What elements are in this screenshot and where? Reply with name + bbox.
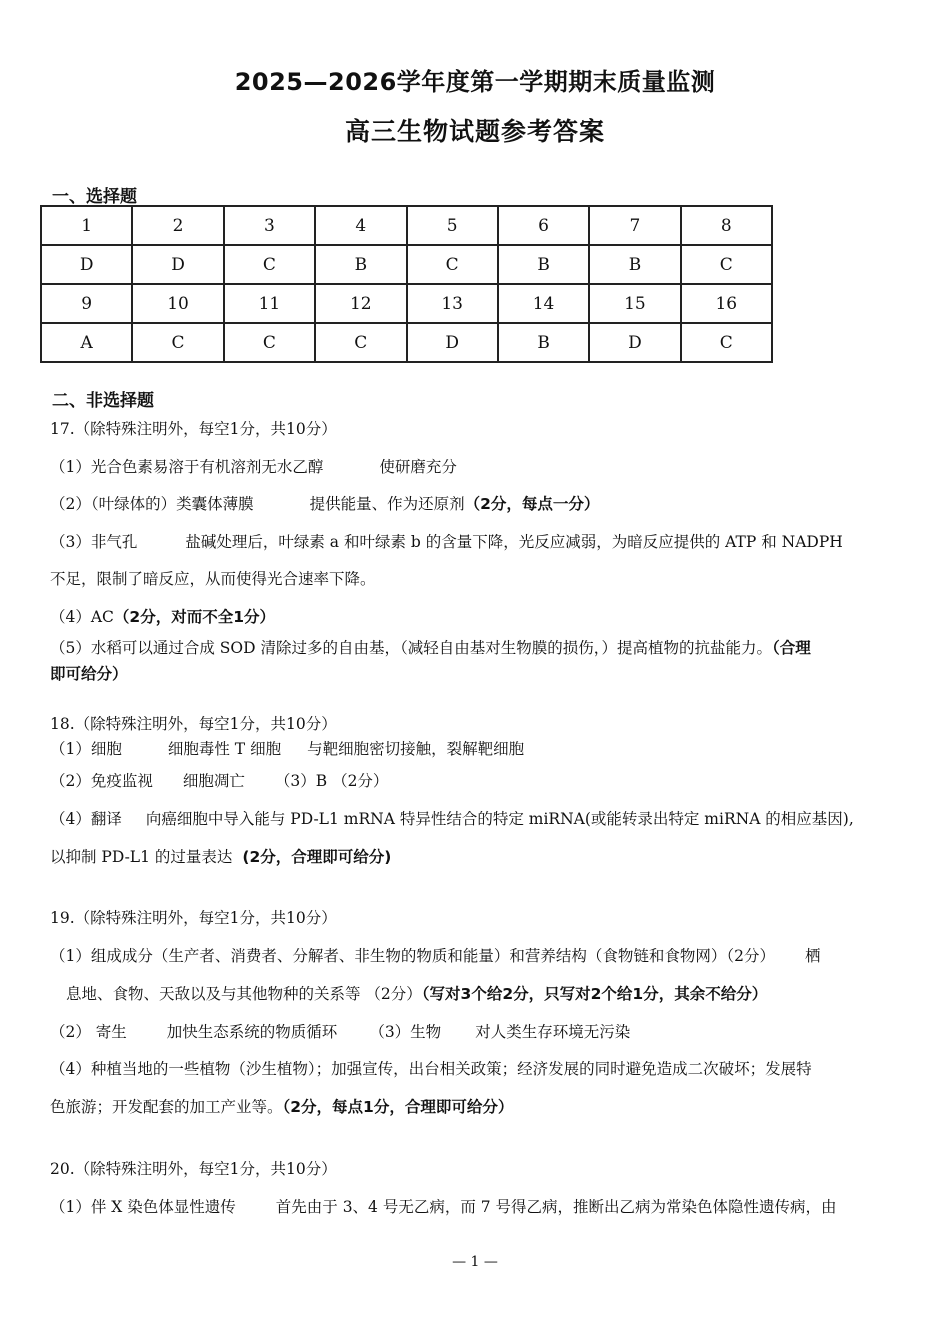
scoring-note: (2分，合理即可给分) — [242, 848, 392, 866]
answer-letter: D — [41, 245, 132, 284]
question-number: 16 — [681, 284, 772, 323]
scoring-note: （2分，每点1分，合理即可给分） — [282, 1098, 514, 1116]
scoring-note: （2分，对而不全1分） — [113, 608, 275, 626]
answer-text: 盐碱处理后，叶绿素 a 和叶绿素 b 的含量下降，光反应减弱，为暗反应提供的 ATP 和 NADPH — [185, 533, 843, 551]
q20-header: 20.（除特殊注明外，每空1分，共10分） — [50, 1160, 337, 1178]
q18-header: 18.（除特殊注明外，每空1分，共10分） — [50, 715, 337, 733]
answer-letter: C — [224, 245, 315, 284]
answer-text: （4）翻译 — [50, 810, 122, 828]
table-row — [41, 245, 772, 284]
answer-text: （3）B （2分） — [274, 772, 389, 790]
question-number: 7 — [589, 206, 680, 245]
page-number: — 1 — — [452, 1254, 498, 1270]
scoring-note: （2分，每点一分） — [464, 495, 600, 513]
answer-text: 对人类生存环境无污染 — [475, 1023, 631, 1041]
question-number: 8 — [681, 206, 772, 245]
question-number: 10 — [132, 284, 223, 323]
answer-text: （1）伴 X 染色体显性遗传 — [50, 1198, 236, 1216]
q17-answer-2 — [50, 493, 599, 515]
answer-text: 息地、食物、天敌以及与其他物种的关系等 （2分） — [66, 985, 422, 1003]
answer-text: （3）非气孔 — [50, 533, 138, 551]
q17-answer-5-cont — [50, 663, 128, 685]
answer-text: 首先由于 3、4 号无乙病，而 7 号得乙病，推断出乙病为常染色体隐性遗传病，由 — [275, 1198, 837, 1216]
section-heading-choice: 一、选择题 — [52, 187, 137, 207]
scoring-note: （写对3个给2分，只写对2个给1分，其余不给分） — [421, 985, 768, 1003]
answer-text: （3）生物 — [369, 1023, 442, 1041]
answer-text: （1）细胞 — [50, 740, 122, 758]
question-number: 9 — [41, 284, 132, 323]
page-subtitle: 高三生物试题参考答案 — [344, 117, 605, 146]
scoring-note: （合理 — [771, 639, 811, 657]
answer-letter: C — [224, 323, 315, 362]
answer-text: 以抑制 PD-L1 的过量表达 — [50, 848, 233, 866]
q19-header: 19.（除特殊注明外，每空1分，共10分） — [50, 909, 337, 927]
q18-answer-1 — [50, 738, 524, 760]
question-number: 12 — [315, 284, 406, 323]
answer-letter: A — [41, 323, 132, 362]
section-heading-nonchoice: 二、非选择题 — [52, 391, 154, 411]
q17-header: 17.（除特殊注明外，每空1分，共10分） — [50, 420, 337, 438]
answer-text: 色旅游；开发配套的加工产业等。 — [50, 1098, 283, 1116]
answer-letter: C — [315, 323, 406, 362]
page-title: 2025—2026学年度第一学期期末质量监测 — [234, 68, 716, 96]
answer-text: 提供能量、作为还原剂 — [309, 495, 465, 513]
answer-letter: D — [132, 245, 223, 284]
q19-answer-4-cont — [50, 1096, 513, 1118]
answer-text: 向癌细胞中导入能与 PD-L1 mRNA 特异性结合的特定 miRNA(或能转录出特定 miRNA 的相应基因), — [145, 810, 854, 828]
q20-answer-1 — [50, 1196, 837, 1218]
table-row — [41, 323, 772, 362]
answer-letter: C — [681, 323, 772, 362]
table-row — [41, 284, 772, 323]
q19-answer-4: （4）种植当地的一些植物（沙生植物）；加强宣传，出台相关政策；经济发展的同时避免造成二次破坏；发展特 — [50, 1060, 812, 1078]
answer-letter: C — [132, 323, 223, 362]
q17-answer-3-cont: 不足，限制了暗反应，从而使得光合速率下降。 — [50, 570, 376, 588]
q19-answer-2 — [50, 1021, 630, 1043]
question-number: 14 — [498, 284, 589, 323]
answer-letter: B — [498, 323, 589, 362]
answer-text: （5）水稻可以通过合成 SOD 清除过多的自由基，（减轻自由基对生物膜的损伤，）提高植物的抗盐能力。 — [50, 639, 772, 657]
answer-text: 栖 — [804, 947, 821, 965]
q17-answer-4 — [50, 606, 275, 628]
question-number: 3 — [224, 206, 315, 245]
scoring-note: 即可给分） — [50, 665, 128, 683]
answer-letter: D — [407, 323, 498, 362]
answer-text: （1）光合色素易溶于有机溶剂无水乙醇 — [50, 458, 324, 476]
question-number: 13 — [407, 284, 498, 323]
answer-table — [40, 205, 773, 363]
q18-answer-4 — [50, 808, 854, 830]
question-number: 11 — [224, 284, 315, 323]
answer-text: 使研磨充分 — [379, 458, 457, 476]
question-number: 5 — [407, 206, 498, 245]
answer-text: （4）AC — [50, 608, 114, 626]
answer-text: 细胞毒性 T 细胞 — [167, 740, 282, 758]
answer-letter: D — [589, 323, 680, 362]
question-number: 15 — [589, 284, 680, 323]
answer-text: （1）组成成分（生产者、消费者、分解者、非生物的物质和能量）和营养结构（食物链和食物网）（2分） — [50, 947, 775, 965]
answer-letter: C — [681, 245, 772, 284]
answer-text: （2） 寄生 — [50, 1023, 127, 1041]
q19-answer-1-cont — [66, 983, 767, 1005]
answer-text: 与靶细胞密切接触，裂解靶细胞 — [307, 740, 525, 758]
answer-text: （2）免疫监视 — [50, 772, 153, 790]
q18-answer-2 — [50, 770, 388, 792]
answer-text: （2）（叶绿体的）类囊体薄膜 — [50, 495, 254, 513]
q17-answer-5 — [50, 637, 811, 659]
question-number: 2 — [132, 206, 223, 245]
question-number: 6 — [498, 206, 589, 245]
answer-letter: C — [407, 245, 498, 284]
table-row — [41, 206, 772, 245]
q19-answer-1 — [50, 945, 821, 967]
answer-letter: B — [589, 245, 680, 284]
answer-text: 加快生态系统的物质循环 — [166, 1023, 338, 1041]
question-number: 4 — [315, 206, 406, 245]
answer-text: 细胞凋亡 — [182, 772, 245, 790]
question-number: 1 — [41, 206, 132, 245]
answer-letter: B — [498, 245, 589, 284]
answer-letter: B — [315, 245, 406, 284]
q17-answer-3 — [50, 531, 843, 553]
q18-answer-4-cont — [50, 846, 391, 868]
q17-answer-1 — [50, 456, 457, 478]
